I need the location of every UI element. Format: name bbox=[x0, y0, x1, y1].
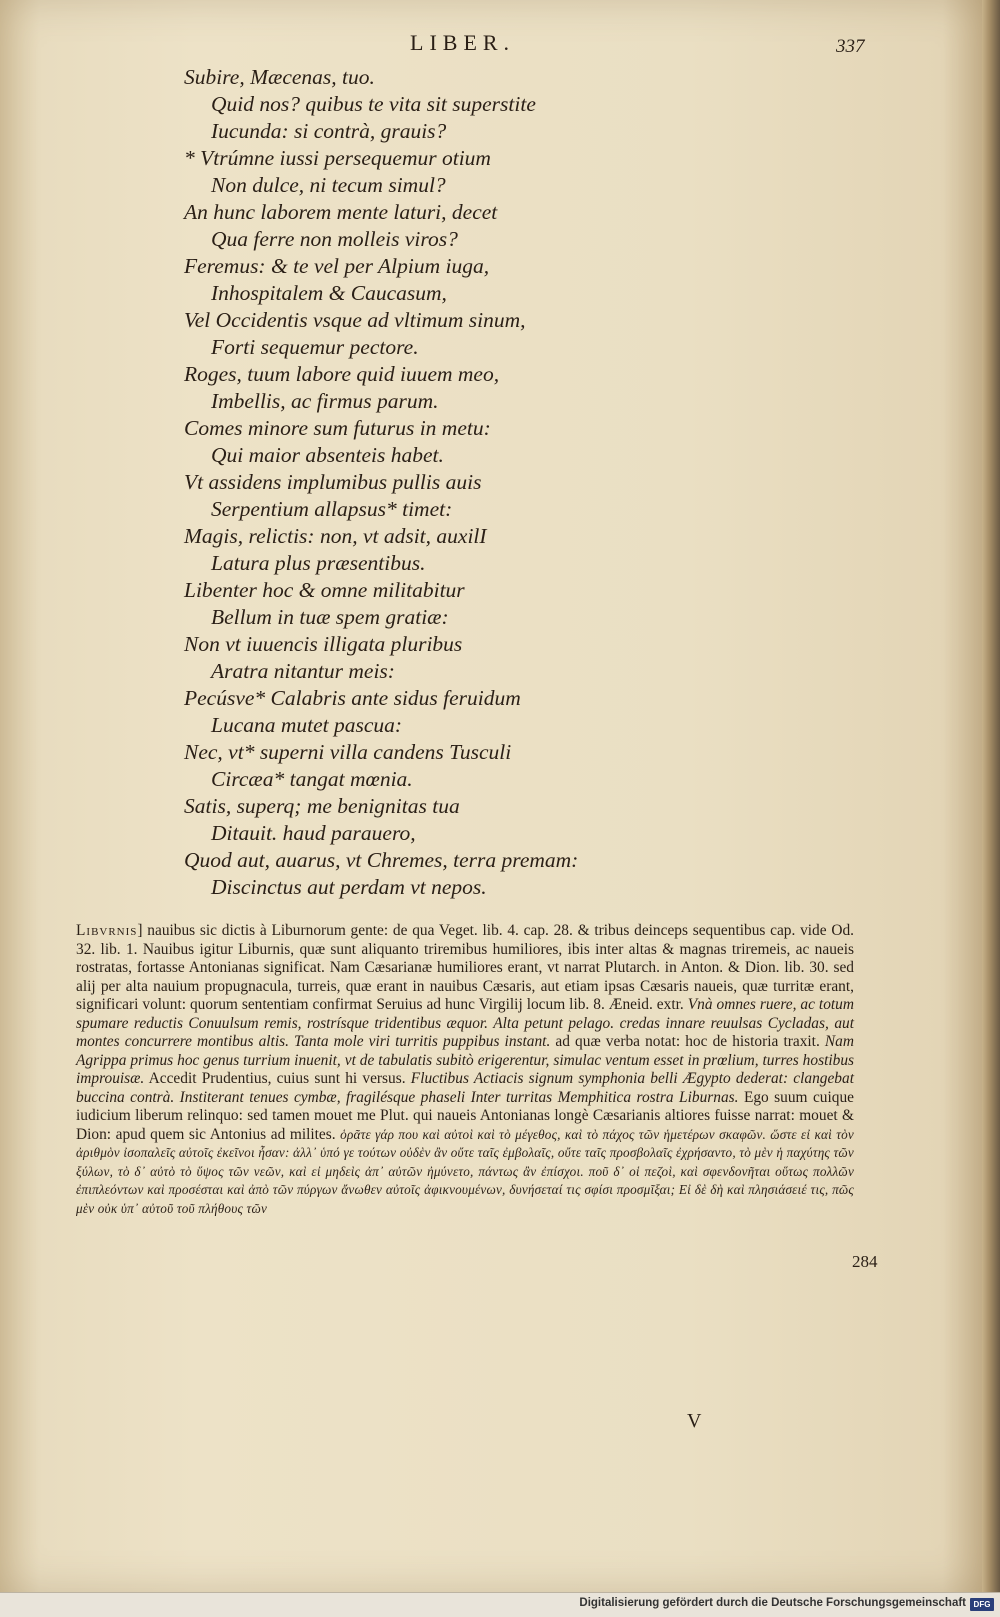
verse-line: Feremus: & te vel per Alpium iuga, bbox=[184, 254, 490, 278]
funding-credit: Digitalisierung gefördert durch die Deutsche Forschungsgemeinschaft bbox=[579, 1597, 966, 1609]
verse-line: Bellum in tuæ spem gratiæ: bbox=[211, 605, 449, 629]
commentary-quotation: Nam Agrippa primus hoc genus turrium inuenit, vt de tabulatis subitò erigerentur, simulac ventum esset in prœlium, turres hostibus improuisæ. bbox=[76, 1033, 854, 1087]
verse-line: Quod aut, auarus, vt Chremes, terra premam: bbox=[184, 848, 579, 872]
verse-line: Lucana mutet pascua: bbox=[211, 713, 403, 737]
verse-line: Circæa* tangat mœnia. bbox=[211, 767, 413, 791]
commentary-quotation: Fluctibus Actiacis signum symphonia belli Ægypto dederat: clangebat buccina contrà. Institerant tenues cymbæ, fragilésque phaseli Inter turritas Memphitica rostra Liburnas. bbox=[76, 1070, 854, 1106]
page-edge bbox=[982, 0, 1000, 1592]
verse-line: Vel Occidentis vsque ad vltimum sinum, bbox=[184, 308, 526, 332]
verse-line: Roges, tuum labore quid iuuem meo, bbox=[184, 362, 500, 386]
verse-line: Qui maior absenteis habet. bbox=[211, 443, 444, 467]
verse-line: Comes minore sum futurus in metu: bbox=[184, 416, 491, 440]
margin-number: 284 bbox=[852, 1252, 878, 1271]
verse-line: Discinctus aut perdam vt nepos. bbox=[211, 875, 487, 899]
page-number: 337 bbox=[836, 36, 865, 57]
commentary-text bbox=[76, 922, 854, 1218]
verse-line: Libenter hoc & omne militabitur bbox=[184, 578, 465, 602]
verse-line: Vt assidens implumibus pullis auis bbox=[184, 470, 482, 494]
verse-line: Aratra nitantur meis: bbox=[211, 659, 395, 683]
running-head: LIBER. bbox=[410, 30, 516, 55]
verse-line: Ditauit. haud parauero, bbox=[211, 821, 416, 845]
verse-line: Subire, Mæcenas, tuo. bbox=[184, 65, 375, 89]
verse-line: Qua ferre non molleis viros? bbox=[211, 227, 458, 251]
verse-line: Iucunda: si contrà, grauis? bbox=[211, 119, 447, 143]
commentary-paragraph: Accedit Prudentius, cuius sunt hi versus. bbox=[148, 1070, 406, 1087]
verse-line: An hunc laborem mente laturi, decet bbox=[184, 200, 498, 224]
digitization-footer bbox=[0, 1592, 1000, 1617]
dfg-logo-icon: DFG bbox=[970, 1598, 994, 1611]
verse-line: * Vtrúmne iussi persequemur otium bbox=[184, 146, 491, 170]
verse-line: Serpentium allapsus* timet: bbox=[211, 497, 453, 521]
verse-line: Non vt iuuencis illigata pluribus bbox=[184, 632, 463, 656]
verse-line: Nec, vt* superni villa candens Tusculi bbox=[184, 740, 512, 764]
commentary-lemma: Libvrnis bbox=[76, 922, 138, 939]
commentary-paragraph: ad quæ verba notat: hoc de historia traxit. bbox=[555, 1033, 820, 1050]
verse-line: Imbellis, ac firmus parum. bbox=[211, 389, 439, 413]
verse-line: Forti sequemur pectore. bbox=[211, 335, 419, 359]
verse-line: Latura plus præsentibus. bbox=[211, 551, 426, 575]
verse-line: Inhospitalem & Caucasum, bbox=[211, 281, 447, 305]
signature-mark: V bbox=[687, 1410, 702, 1432]
verse-line: Pecúsve* Calabris ante sidus feruidum bbox=[184, 686, 521, 710]
verse-line: Quid nos? quibus te vita sit superstite bbox=[211, 92, 536, 116]
verse-line: Satis, superq; me benignitas tua bbox=[184, 794, 460, 818]
verse-line: Non dulce, ni tecum simul? bbox=[211, 173, 446, 197]
commentary-paragraph: Ego suum cuique iudicium liberum relinquo: sed tamen mouet me Plut. qui naueis Antonianas longè Cæsarianis altiores fuisse narrat: mouet & Dion: apud quem sic Antonius ad milites. bbox=[76, 1088, 854, 1143]
greek-quotation: ὁρᾶτε γάρ που καὶ αὐτοὶ καὶ τὸ μέγεθος, καὶ τὸ πάχος τῶν ἡμετέρων σκαφῶν. ὥστε εἰ καὶ τὸν ἀριθμὸν ἰσοπαλεῖς αὐτοῖς ἐκεῖνοι ἦσαν: ἀλλ᾽ ὑπό γε τούτων οὐδὲν ἂν οὔτε ταῖς ἐμβολαῖς, οὔτε ταῖς προσβολαῖς ἐχρήσαντο, τὸ μὲν ἡ παχύτης τῶν ξύλων, τὸ δ᾽ αὐτὸ τὸ ὕψος τῶν νεῶν, καὶ εἰ μηδεὶς ἀπ᾽ αὐτῶν ἠμύνετο, πάντως ἂν ἐπίσχοι. ποῦ δ᾽ οἱ πεζοὶ, καὶ σφενδονῆται οὕτως πολλῶν ἐπιπλεόντων καὶ προσέσται καὶ ἀπὸ τῶν πύργων ἄνωθεν αὐτοῖς ἀφικνουμένων, δυνήσεταί τις σφίσι προσμῖξαι; Εἰ δὲ δὴ καὶ πλησιάσειέ τις, πῶς μὲν οὐκ ὑπ᾽ αὐτοῦ τοῦ πλήθους τῶν bbox=[76, 1126, 854, 1216]
verse-line: Magis, relictis: non, vt adsit, auxilI bbox=[184, 524, 487, 548]
commentary-quotation: Vnà omnes ruere, ac totum spumare reductis Conuulsum remis, rostrísque tridentibus æquor. Alta petunt pelago. credas innare reuulsas Cycladas, aut montes concurrere montibus altis. Tanta mole viri turritis puppibus instant. bbox=[76, 996, 854, 1050]
commentary-paragraph: ] nauibus sic dictis à Liburnorum gente: de qua Veget. lib. 4. cap. 28. & tribus deinceps sequentibus cap. vide Od. 32. lib. 1. Nauibus igitur Liburnis, quæ sunt aliquanto triremibus humiliores, ibis inter altas & magnas triremeis, ac naueis rostratas, fortasse Antonianas significat. Nam Cæsarianæ humiliores erant, vt narrat Plutarch. in Anton. & Dion. lib. 30. sed alij per alta nauium propugnacula, turreis, quæ erant in nauibus Cæsaris, aut etiam ipsas Cæsaris naueis, quæ turritæ erant, significari volunt: quorum sententiam confirmat Seruius ad hunc Virgilij locum lib. 8. Æneid. extr. bbox=[76, 922, 854, 1013]
